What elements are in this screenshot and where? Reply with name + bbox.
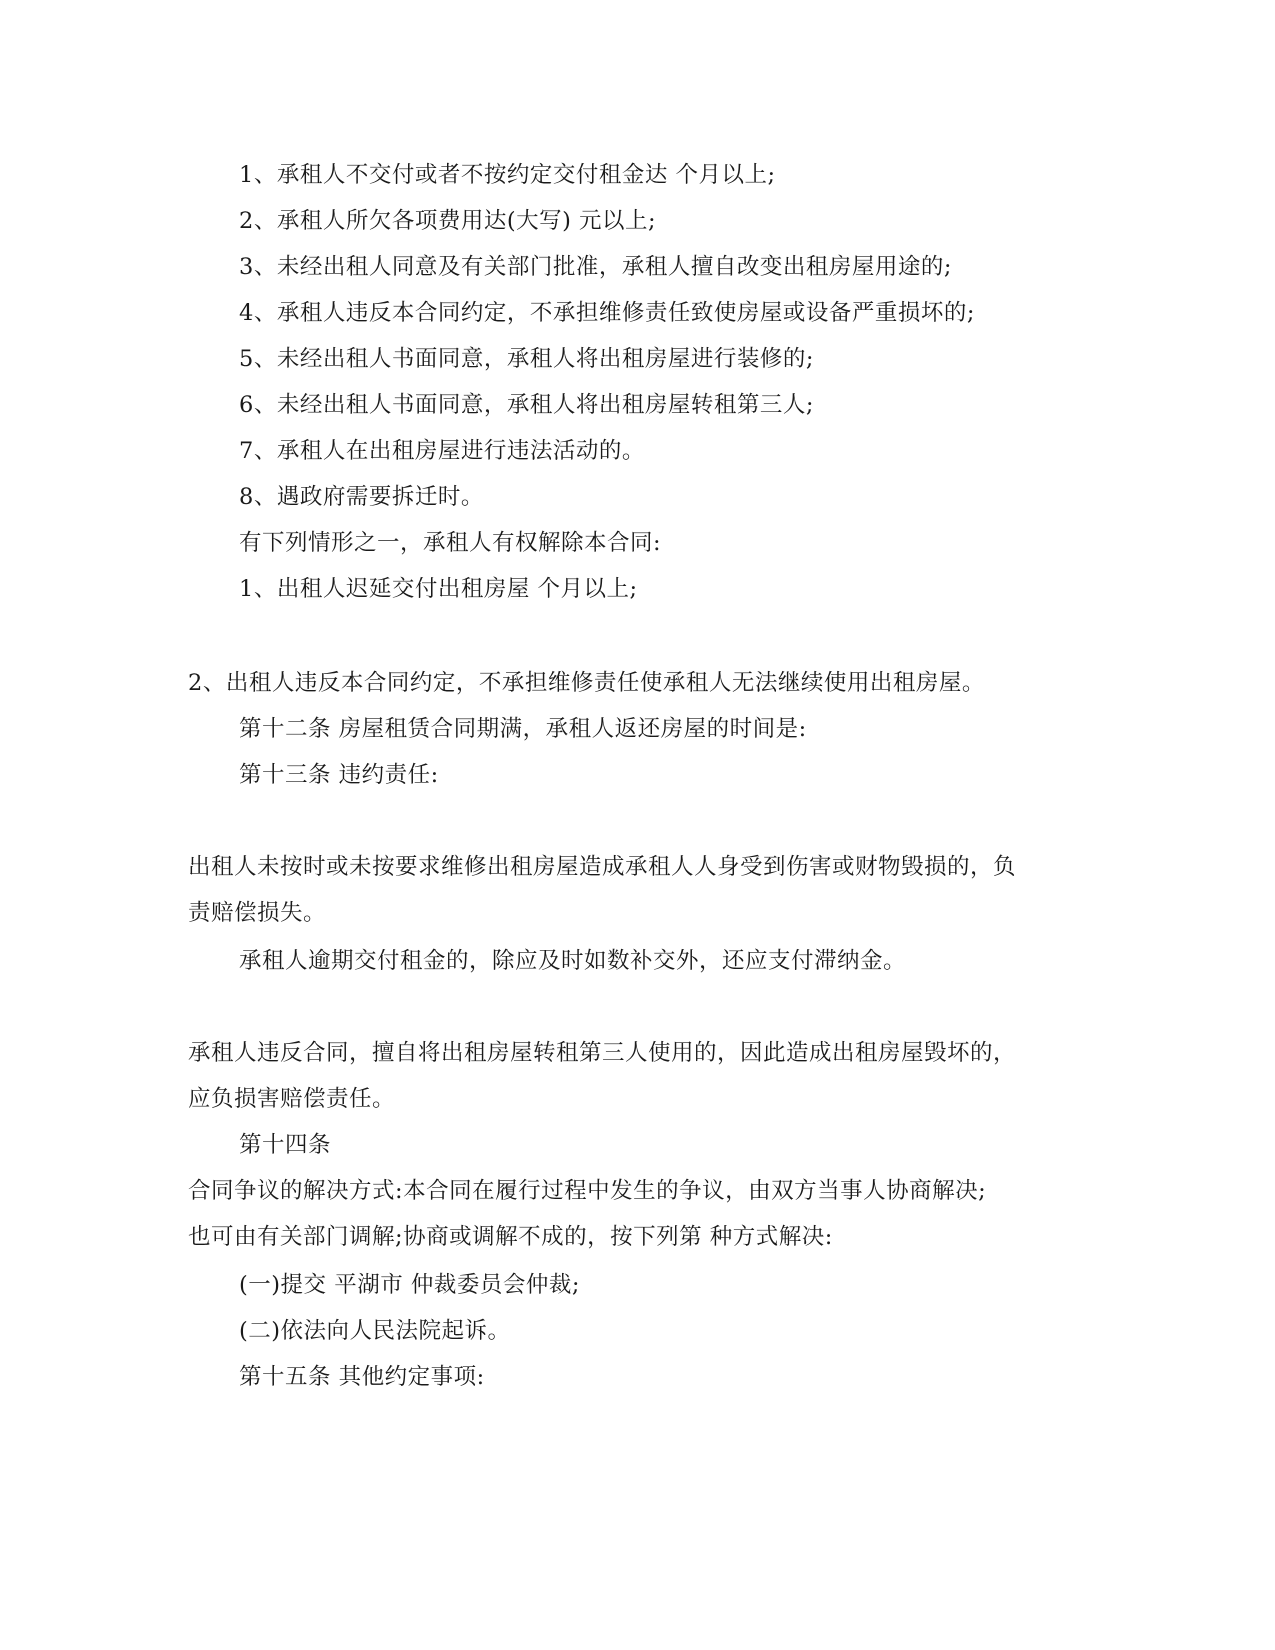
clause-line: 7、承租人在出租房屋进行违法活动的。 [239,438,645,464]
clause-line: 4、承租人违反本合同约定，不承担维修责任致使房屋或设备严重损坏的; [239,300,975,326]
paragraph-line: 承租人违反合同，擅自将出租房屋转租第三人使用的，因此造成出租房屋毁坏的， [188,1040,1017,1066]
paragraph-line: 应负损害赔偿责任。 [188,1086,396,1112]
paragraph-line: 出租人未按时或未按要求维修出租房屋造成承租人人身受到伤害或财物毁损的，负 [188,854,1017,880]
clause-line: (二)依法向人民法院起诉。 [239,1318,511,1344]
article-heading: 第十三条 违约责任: [239,762,439,788]
paragraph-line: 责赔偿损失。 [188,900,327,926]
clause-line: 1、出租人迟延交付出租房屋 个月以上; [239,576,638,602]
article-heading: 第十五条 其他约定事项: [239,1364,485,1390]
paragraph-line: 也可由有关部门调解;协商或调解不成的，按下列第 种方式解决: [188,1224,833,1250]
article-heading: 第十二条 房屋租赁合同期满，承租人返还房屋的时间是: [239,716,807,742]
clause-line: 5、未经出租人书面同意，承租人将出租房屋进行装修的; [239,346,814,372]
clause-line: 6、未经出租人书面同意，承租人将出租房屋转租第三人; [239,392,814,418]
clause-line: 2、出租人违反本合同约定，不承担维修责任使承租人无法继续使用出租房屋。 [188,670,985,696]
clause-line: 3、未经出租人同意及有关部门批准，承租人擅自改变出租房屋用途的; [239,254,952,280]
paragraph-line: 合同争议的解决方式:本合同在履行过程中发生的争议，由双方当事人协商解决; [188,1178,987,1204]
article-heading: 第十四条 [239,1132,332,1158]
clause-line: 8、遇政府需要拆迁时。 [239,484,484,510]
clause-line: 1、承租人不交付或者不按约定交付租金达 个月以上; [239,162,776,188]
paragraph-line: 承租人逾期交付租金的，除应及时如数补交外，还应支付滞纳金。 [239,948,907,974]
clause-line: 2、承租人所欠各项费用达(大写) 元以上; [239,208,657,234]
clause-line: (一)提交 平湖市 仲裁委员会仲裁; [239,1272,580,1298]
paragraph-line: 有下列情形之一，承租人有权解除本合同: [239,530,662,556]
